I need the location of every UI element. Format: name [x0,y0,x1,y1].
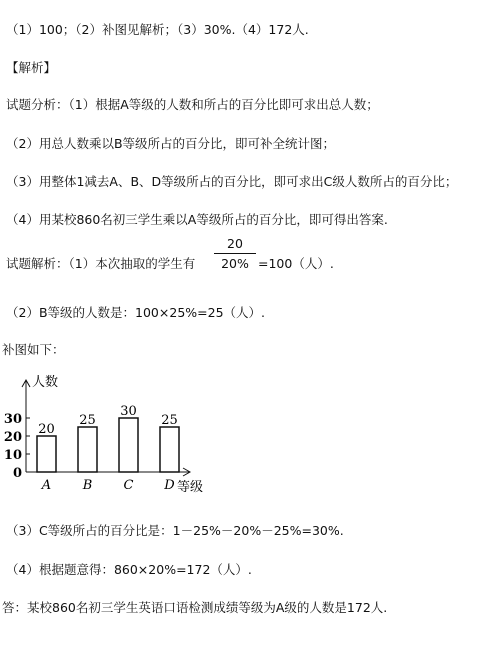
analysis-header: 【解析】 [6,60,57,75]
figure-intro: 补图如下： [2,342,65,357]
data-label-B: 25 [79,413,96,428]
category-label-D: D [164,478,175,493]
category-label-C: C [123,478,134,493]
conclusion: 答：某校860名初三学生英语口语检测成绩等级为A级的人数是172人. [2,600,388,615]
solution-step-4: （4）根据题意得：860×20%=172（人）. [6,562,252,577]
y-tick-label: 20 [3,430,22,445]
y-axis-label: 人数 [32,375,59,390]
data-label-C: 30 [120,404,137,419]
analysis-step-4: （4）用某校860名初三学生乘以A等级所占的百分比，即可得出答案. [6,212,388,227]
fraction-numerator: 20 [227,236,243,251]
fraction [214,236,256,271]
fraction-denominator: 20% [221,256,249,271]
category-label-A: A [41,478,52,493]
bar-chart [0,368,220,498]
y-tick-label: 0 [12,466,22,481]
fraction-bar [214,253,256,254]
answer-line: （1）100；（2）补图见解析；（3）30%.（4）172人. [6,22,309,37]
analysis-step-2: （2）用总人数乘以B等级所占的百分比，即可补全统计图； [6,136,336,151]
analysis-intro: 试题分析：（1）根据A等级的人数和所占的百分比即可求出总人数； [6,97,379,112]
analysis-step-3: （3）用整体1减去A、B、D等级所占的百分比，即可求出C级人数所占的百分比； [6,174,458,189]
solution-step-1-suffix: =100（人）. [258,256,334,271]
bar-C [119,418,138,472]
x-axis-label: 等级 [177,480,204,495]
bar-D [160,427,179,472]
solution-step-3: （3）C等级所占的百分比是：1－25%－20%－25%=30%. [6,523,344,538]
data-label-A: 20 [38,422,55,437]
solution-step-1-prefix: 试题解析：（1）本次抽取的学生有 [6,256,196,271]
y-tick-label: 10 [3,448,22,463]
bar-B [78,427,97,472]
solution-step-2: （2）B等级的人数是：100×25%=25（人）. [6,305,265,320]
bar-A [37,436,56,472]
data-label-D: 25 [161,413,178,428]
y-tick-label: 30 [3,412,22,427]
category-label-B: B [82,478,93,493]
